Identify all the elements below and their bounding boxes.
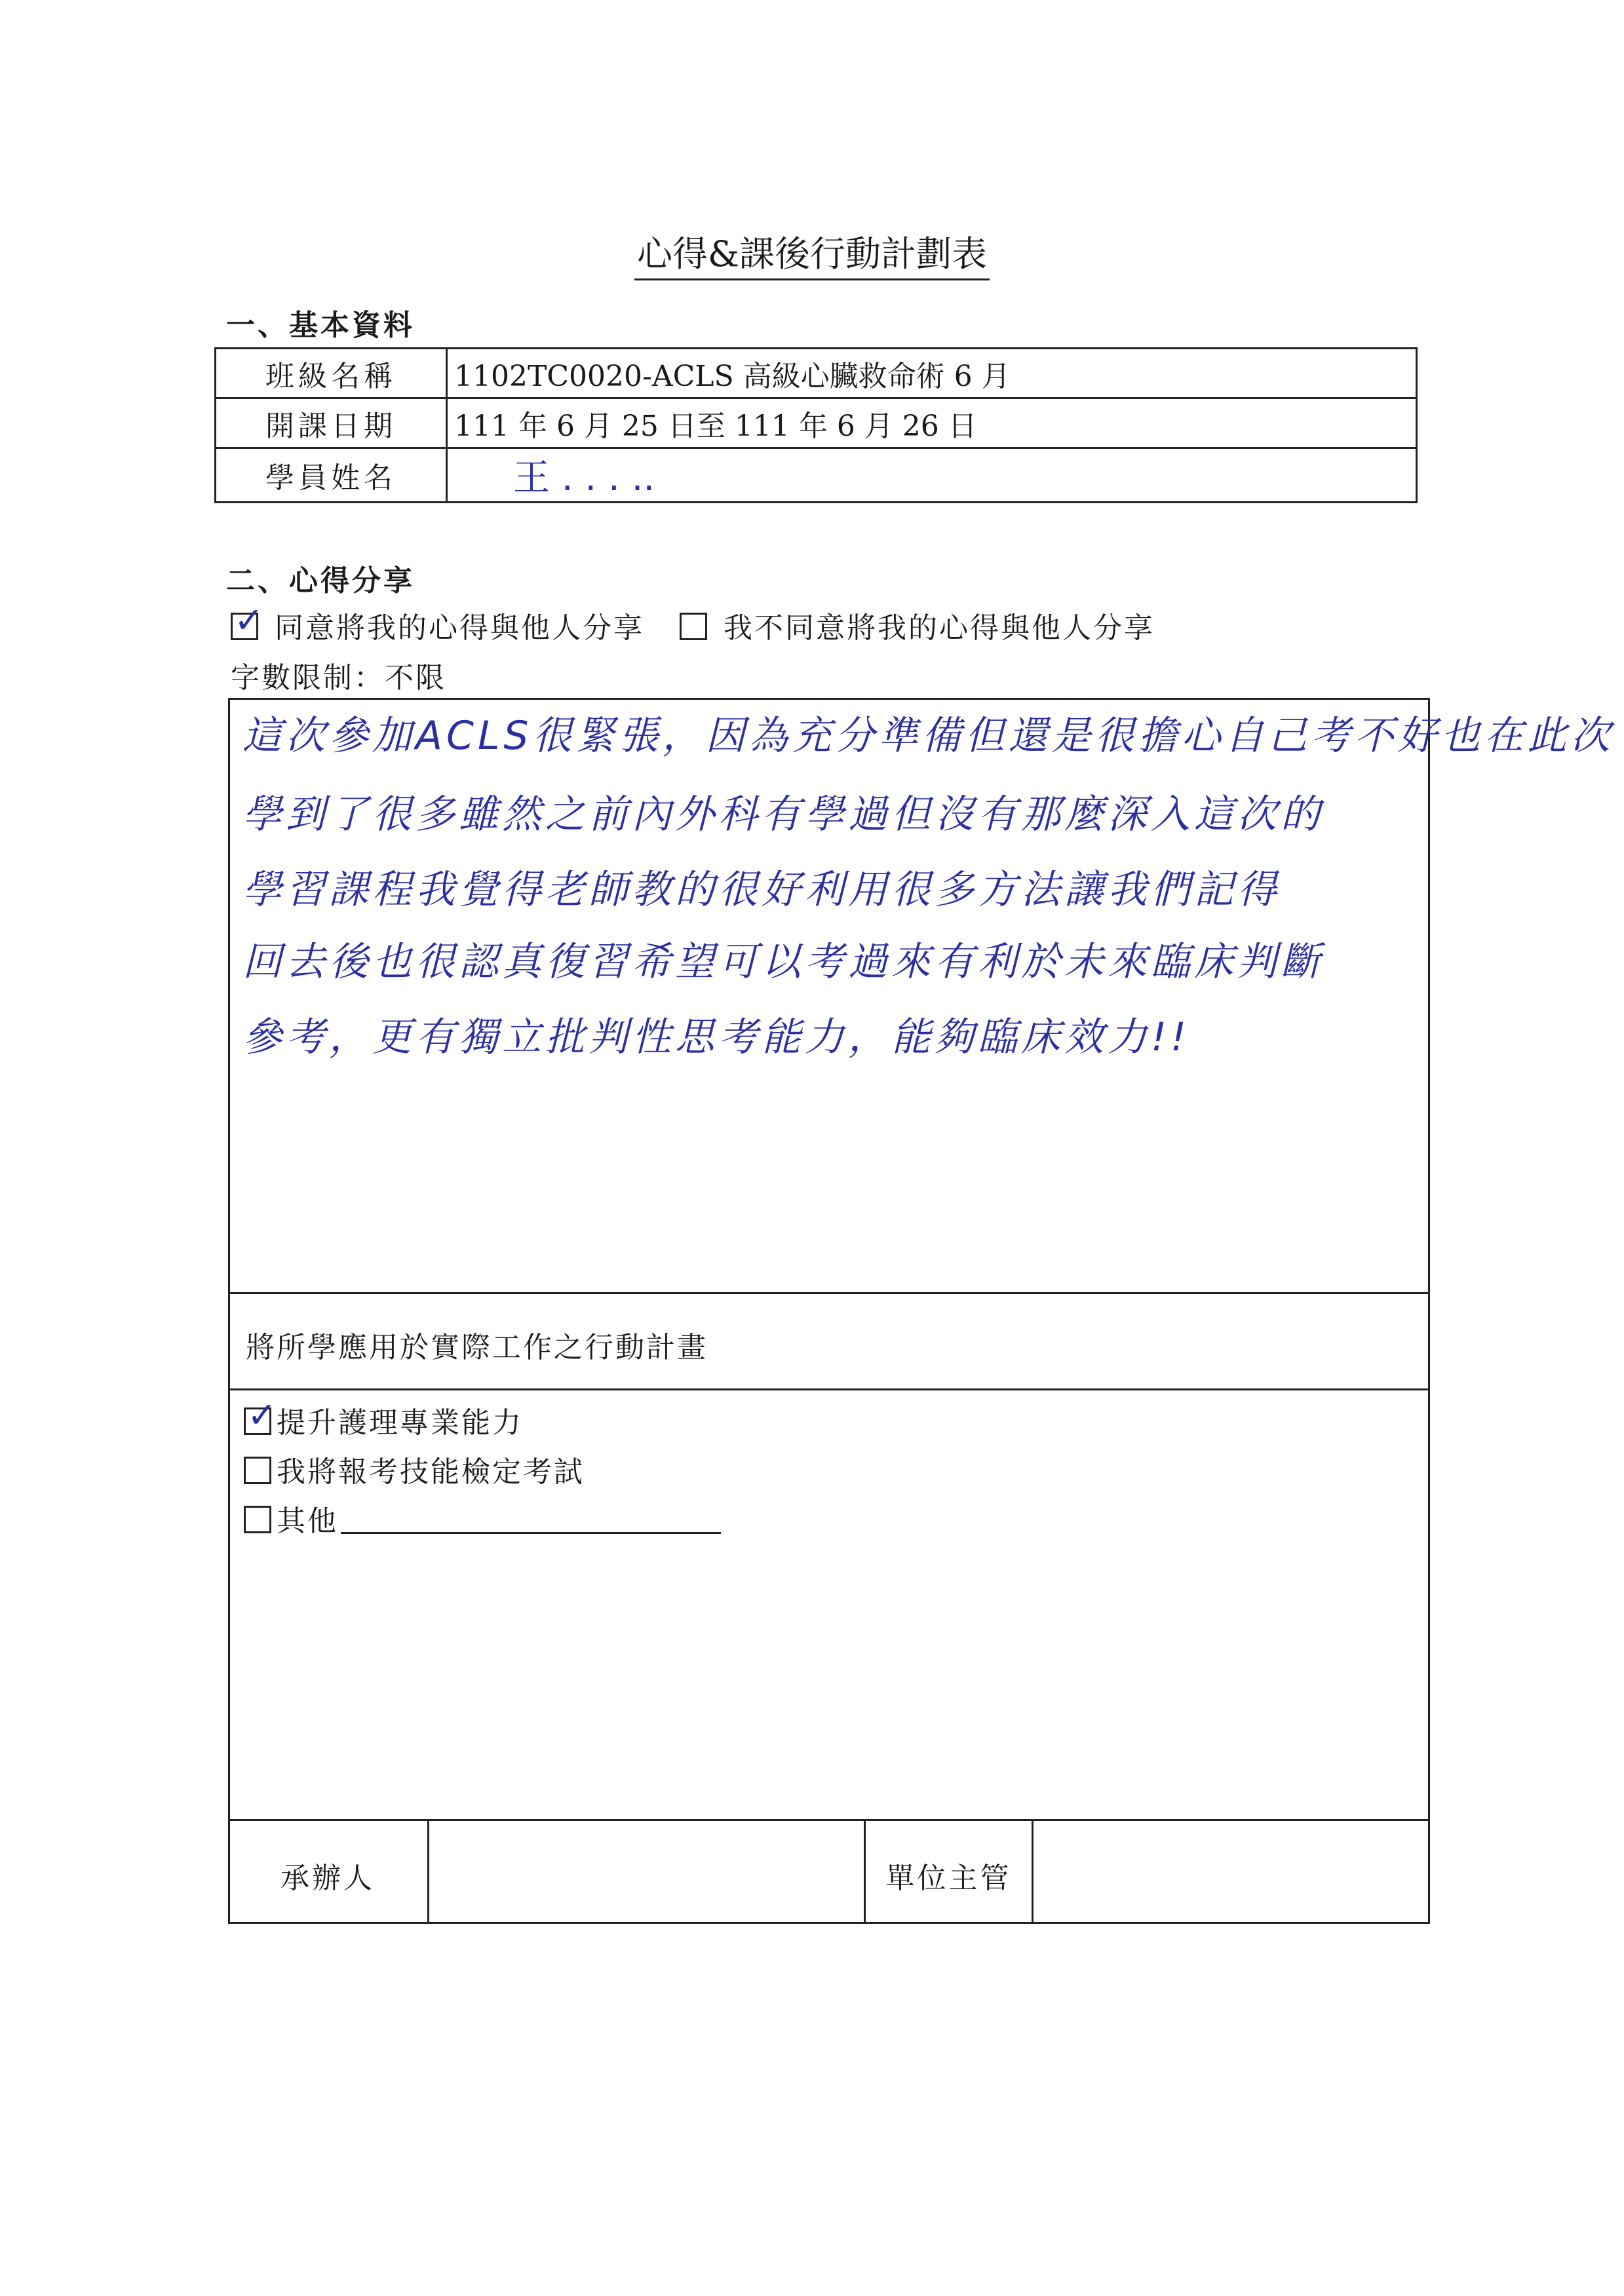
handler-signature-field[interactable] (429, 1821, 864, 1922)
student-name-label: 學員姓名 (216, 448, 447, 503)
word-limit-note: 字數限制：不限 (231, 661, 446, 695)
option-label: 我將報考技能檢定考試 (277, 1455, 585, 1489)
action-plan-heading: 將所學應用於實際工作之行動計畫 (246, 1331, 708, 1364)
checkmark-icon: ✓ (234, 600, 266, 641)
option-checkbox[interactable] (244, 1457, 271, 1484)
reflection-line: 學習課程我覺得老師教的很好利用很多方法讓我們記得 (242, 867, 1281, 913)
table-row (216, 349, 1417, 398)
option-label: 其他 (277, 1504, 338, 1538)
agree-label: 同意將我的心得與他人分享 (275, 611, 644, 645)
action-option-2 (244, 1448, 585, 1490)
page-title: 心得&課後行動計劃表 (0, 226, 1624, 277)
reflection-line: 這次參加ACLS很緊張，因為充分準備但還是很擔心自己考不好也在此次 (242, 713, 1614, 759)
course-date-value: 111 年 6 月 25 日至 111 年 6 月 26 日 (447, 398, 1417, 448)
disagree-label: 我不同意將我的心得與他人分享 (724, 611, 1155, 645)
handler-label: 承辦人 (280, 1862, 375, 1895)
table-row (216, 398, 1417, 448)
reflection-line: 參考，更有獨立批判性思考能力，能夠臨床效力!! (242, 1014, 1191, 1060)
agree-checkbox[interactable] (231, 600, 266, 641)
reflection-line: 回去後也很認真復習希望可以考過來有利於未來臨床判斷 (242, 939, 1324, 985)
class-name-label: 班級名稱 (216, 349, 447, 398)
student-name-value[interactable]: 王 . . . .. (447, 448, 1417, 503)
reflection-line: 學到了很多雖然之前內外科有學過但沒有那麼深入這次的 (242, 792, 1324, 837)
option-label: 提升護理專業能力 (277, 1406, 523, 1440)
table-row (216, 448, 1417, 503)
option-checkbox[interactable] (244, 1506, 271, 1533)
action-option-3 (244, 1497, 338, 1539)
section-reflection-heading: 二、心得分享 (226, 564, 415, 598)
supervisor-signature-field[interactable] (1034, 1821, 1428, 1922)
course-date-label: 開課日期 (216, 398, 447, 448)
other-fill-line[interactable] (341, 1532, 721, 1534)
checkmark-icon: ✓ (247, 1394, 279, 1436)
share-consent-row (231, 600, 1155, 646)
class-name-value: 1102TC0020-ACLS 高級心臟救命術 6 月 (447, 349, 1417, 398)
basic-info-table (214, 347, 1418, 503)
supervisor-label: 單位主管 (885, 1862, 1012, 1895)
action-option-1 (244, 1394, 523, 1441)
disagree-checkbox[interactable] (680, 613, 707, 640)
section-basic-info-heading: 一、基本資料 (226, 309, 415, 342)
option-checkbox[interactable] (244, 1394, 279, 1436)
